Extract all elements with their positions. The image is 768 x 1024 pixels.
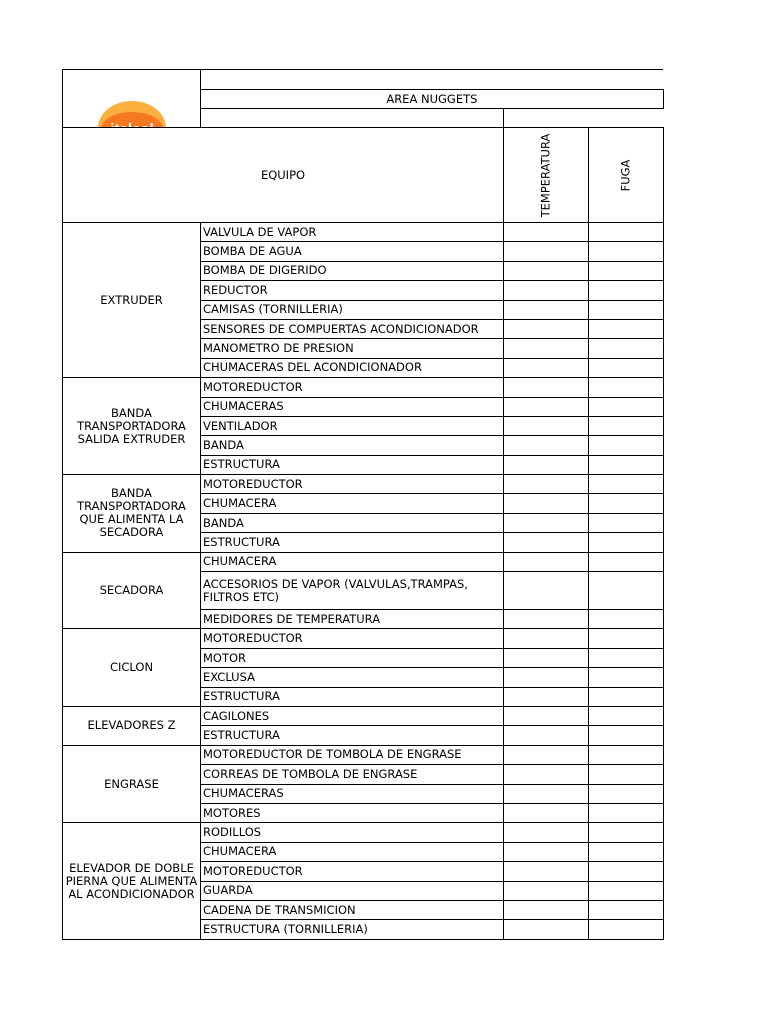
blank-header-top — [201, 70, 664, 90]
temperatura-cell[interactable] — [504, 533, 589, 552]
temperatura-cell[interactable] — [504, 706, 589, 725]
fuga-cell[interactable] — [588, 513, 663, 532]
temperatura-cell[interactable] — [504, 629, 589, 648]
fuga-cell[interactable] — [588, 610, 663, 629]
temperatura-cell[interactable] — [504, 261, 589, 280]
fuga-cell[interactable] — [588, 920, 663, 939]
col-header-temperatura: TEMPERATURA — [504, 128, 589, 223]
equipment-item: ESTRUCTURA — [201, 455, 504, 474]
equipment-item: BOMBA DE AGUA — [201, 242, 504, 261]
temperatura-cell[interactable] — [504, 416, 589, 435]
equipment-item: VENTILADOR — [201, 416, 504, 435]
temperatura-cell[interactable] — [504, 610, 589, 629]
table-row — [63, 745, 664, 764]
temperatura-cell[interactable] — [504, 900, 589, 919]
temperatura-cell[interactable] — [504, 223, 589, 242]
equipment-item: MEDIDORES DE TEMPERATURA — [201, 610, 504, 629]
temperatura-cell[interactable] — [504, 862, 589, 881]
temperatura-cell[interactable] — [504, 300, 589, 319]
equipment-item: CAMISAS (TORNILLERIA) — [201, 300, 504, 319]
equipment-item: GUARDA — [201, 881, 504, 900]
fuga-cell[interactable] — [588, 552, 663, 571]
equipment-group-name: EXTRUDER — [63, 223, 201, 378]
blank-header-row — [201, 109, 504, 128]
fuga-cell[interactable] — [588, 668, 663, 687]
temperatura-cell[interactable] — [504, 687, 589, 706]
temperatura-cell[interactable] — [504, 881, 589, 900]
equipment-item: RODILLOS — [201, 823, 504, 842]
table-row — [63, 475, 664, 494]
temperatura-cell[interactable] — [504, 281, 589, 300]
fuga-cell[interactable] — [588, 862, 663, 881]
fuga-cell[interactable] — [588, 436, 663, 455]
temperatura-cell[interactable] — [504, 726, 589, 745]
equipment-item: MOTOREDUCTOR — [201, 629, 504, 648]
fuga-cell[interactable] — [588, 358, 663, 377]
fuga-cell[interactable] — [588, 572, 663, 610]
equipment-item: CHUMACERA — [201, 842, 504, 861]
temperatura-cell[interactable] — [504, 803, 589, 822]
inspection-sheet — [62, 69, 664, 940]
equipment-item: MANOMETRO DE PRESION — [201, 339, 504, 358]
equipment-item: CHUMACERAS DEL ACONDICIONADOR — [201, 358, 504, 377]
fuga-cell[interactable] — [588, 339, 663, 358]
temperatura-cell[interactable] — [504, 920, 589, 939]
equipo-label: EQUIPO — [63, 128, 504, 223]
table-row — [63, 706, 664, 725]
equipment-group-name: ELEVADOR DE DOBLE PIERNA QUE ALIMENTA AL ACONDICIONADOR — [63, 823, 201, 939]
table-row — [63, 223, 664, 242]
temperatura-cell[interactable] — [504, 397, 589, 416]
inspection-table — [62, 69, 664, 940]
equipment-item: MOTOREDUCTOR DE TOMBOLA DE ENGRASE — [201, 745, 504, 764]
equipment-item: BOMBA DE DIGERIDO — [201, 261, 504, 280]
temperatura-cell[interactable] — [504, 668, 589, 687]
temperatura-cell[interactable] — [504, 378, 589, 397]
table-row — [63, 378, 664, 397]
fuga-cell[interactable] — [588, 726, 663, 745]
temperatura-cell[interactable] — [504, 648, 589, 667]
equipment-item: ESTRUCTURA — [201, 726, 504, 745]
fuga-cell[interactable] — [588, 494, 663, 513]
fuga-cell[interactable] — [588, 319, 663, 338]
equipment-item: ESTRUCTURA (TORNILLERIA) — [201, 920, 504, 939]
italcol-logo — [87, 99, 177, 138]
table-row — [63, 823, 664, 842]
temperatura-cell[interactable] — [504, 455, 589, 474]
equipment-item: MOTOREDUCTOR — [201, 862, 504, 881]
equipment-item: CADENA DE TRANSMICION — [201, 900, 504, 919]
fuga-cell[interactable] — [588, 648, 663, 667]
fuga-cell[interactable] — [588, 416, 663, 435]
equipment-item: CAGILONES — [201, 706, 504, 725]
temperatura-cell[interactable] — [504, 765, 589, 784]
equipment-item: CHUMACERAS — [201, 784, 504, 803]
fuga-cell[interactable] — [588, 823, 663, 842]
temperatura-cell[interactable] — [504, 513, 589, 532]
temperatura-cell[interactable] — [504, 552, 589, 571]
temperatura-cell[interactable] — [504, 842, 589, 861]
fuga-cell[interactable] — [588, 900, 663, 919]
fuga-cell[interactable] — [588, 629, 663, 648]
fuga-cell[interactable] — [588, 533, 663, 552]
equipment-group-name: BANDA TRANSPORTADORA SALIDA EXTRUDER — [63, 378, 201, 475]
fuga-cell[interactable] — [588, 397, 663, 416]
temperatura-cell[interactable] — [504, 823, 589, 842]
blank-header-right — [504, 109, 664, 128]
table-row — [63, 629, 664, 648]
equipment-item: MOTOREDUCTOR — [201, 475, 504, 494]
equipment-item: REDUCTOR — [201, 281, 504, 300]
fuga-cell[interactable] — [588, 803, 663, 822]
equipment-item: MOTOREDUCTOR — [201, 378, 504, 397]
logo-text: italcol — [110, 120, 154, 138]
fuga-cell[interactable] — [588, 281, 663, 300]
equipment-group-name: ELEVADORES Z — [63, 706, 201, 745]
fuga-cell[interactable] — [588, 242, 663, 261]
equipment-item: CHUMACERAS — [201, 397, 504, 416]
equipment-item: BANDA — [201, 436, 504, 455]
equipment-item: ACCESORIOS DE VAPOR (VALVULAS,TRAMPAS, FILTROS ETC) — [201, 572, 504, 610]
equipment-item: BANDA — [201, 513, 504, 532]
temperatura-cell[interactable] — [504, 436, 589, 455]
temperatura-cell[interactable] — [504, 475, 589, 494]
fuga-cell[interactable] — [588, 378, 663, 397]
temperatura-cell[interactable] — [504, 319, 589, 338]
temperatura-cell[interactable] — [504, 745, 589, 764]
equipment-item: MOTOR — [201, 648, 504, 667]
temperatura-cell[interactable] — [504, 358, 589, 377]
fuga-cell[interactable] — [588, 842, 663, 861]
fuga-cell[interactable] — [588, 261, 663, 280]
equipment-item: ESTRUCTURA — [201, 687, 504, 706]
temperatura-cell[interactable] — [504, 242, 589, 261]
col-header-fuga: FUGA — [588, 128, 663, 223]
table-row — [63, 552, 664, 571]
equipment-item: EXCLUSA — [201, 668, 504, 687]
fuga-cell[interactable] — [588, 687, 663, 706]
fuga-cell[interactable] — [588, 881, 663, 900]
temperatura-cell[interactable] — [504, 339, 589, 358]
area-title: AREA NUGGETS — [201, 90, 664, 109]
fuga-cell[interactable] — [588, 223, 663, 242]
equipment-item: ESTRUCTURA — [201, 533, 504, 552]
fuga-cell[interactable] — [588, 784, 663, 803]
equipment-group-name: ENGRASE — [63, 745, 201, 823]
equipment-group-name: SECADORA — [63, 552, 201, 629]
fuga-cell[interactable] — [588, 745, 663, 764]
equipment-item: MOTORES — [201, 803, 504, 822]
fuga-cell[interactable] — [588, 706, 663, 725]
temperatura-cell[interactable] — [504, 494, 589, 513]
fuga-cell[interactable] — [588, 300, 663, 319]
equipment-item: CHUMACERA — [201, 552, 504, 571]
equipment-item: CHUMACERA — [201, 494, 504, 513]
temperatura-cell[interactable] — [504, 572, 589, 610]
temperatura-cell[interactable] — [504, 784, 589, 803]
equipment-item: SENSORES DE COMPUERTAS ACONDICIONADOR — [201, 319, 504, 338]
fuga-cell[interactable] — [588, 765, 663, 784]
equipment-item: CORREAS DE TOMBOLA DE ENGRASE — [201, 765, 504, 784]
fuga-cell[interactable] — [588, 475, 663, 494]
fuga-cell[interactable] — [588, 455, 663, 474]
equipment-item: VALVULA DE VAPOR — [201, 223, 504, 242]
equipment-group-name: BANDA TRANSPORTADORA QUE ALIMENTA LA SECADORA — [63, 475, 201, 553]
equipment-group-name: CICLON — [63, 629, 201, 707]
logo-cell — [63, 70, 201, 138]
